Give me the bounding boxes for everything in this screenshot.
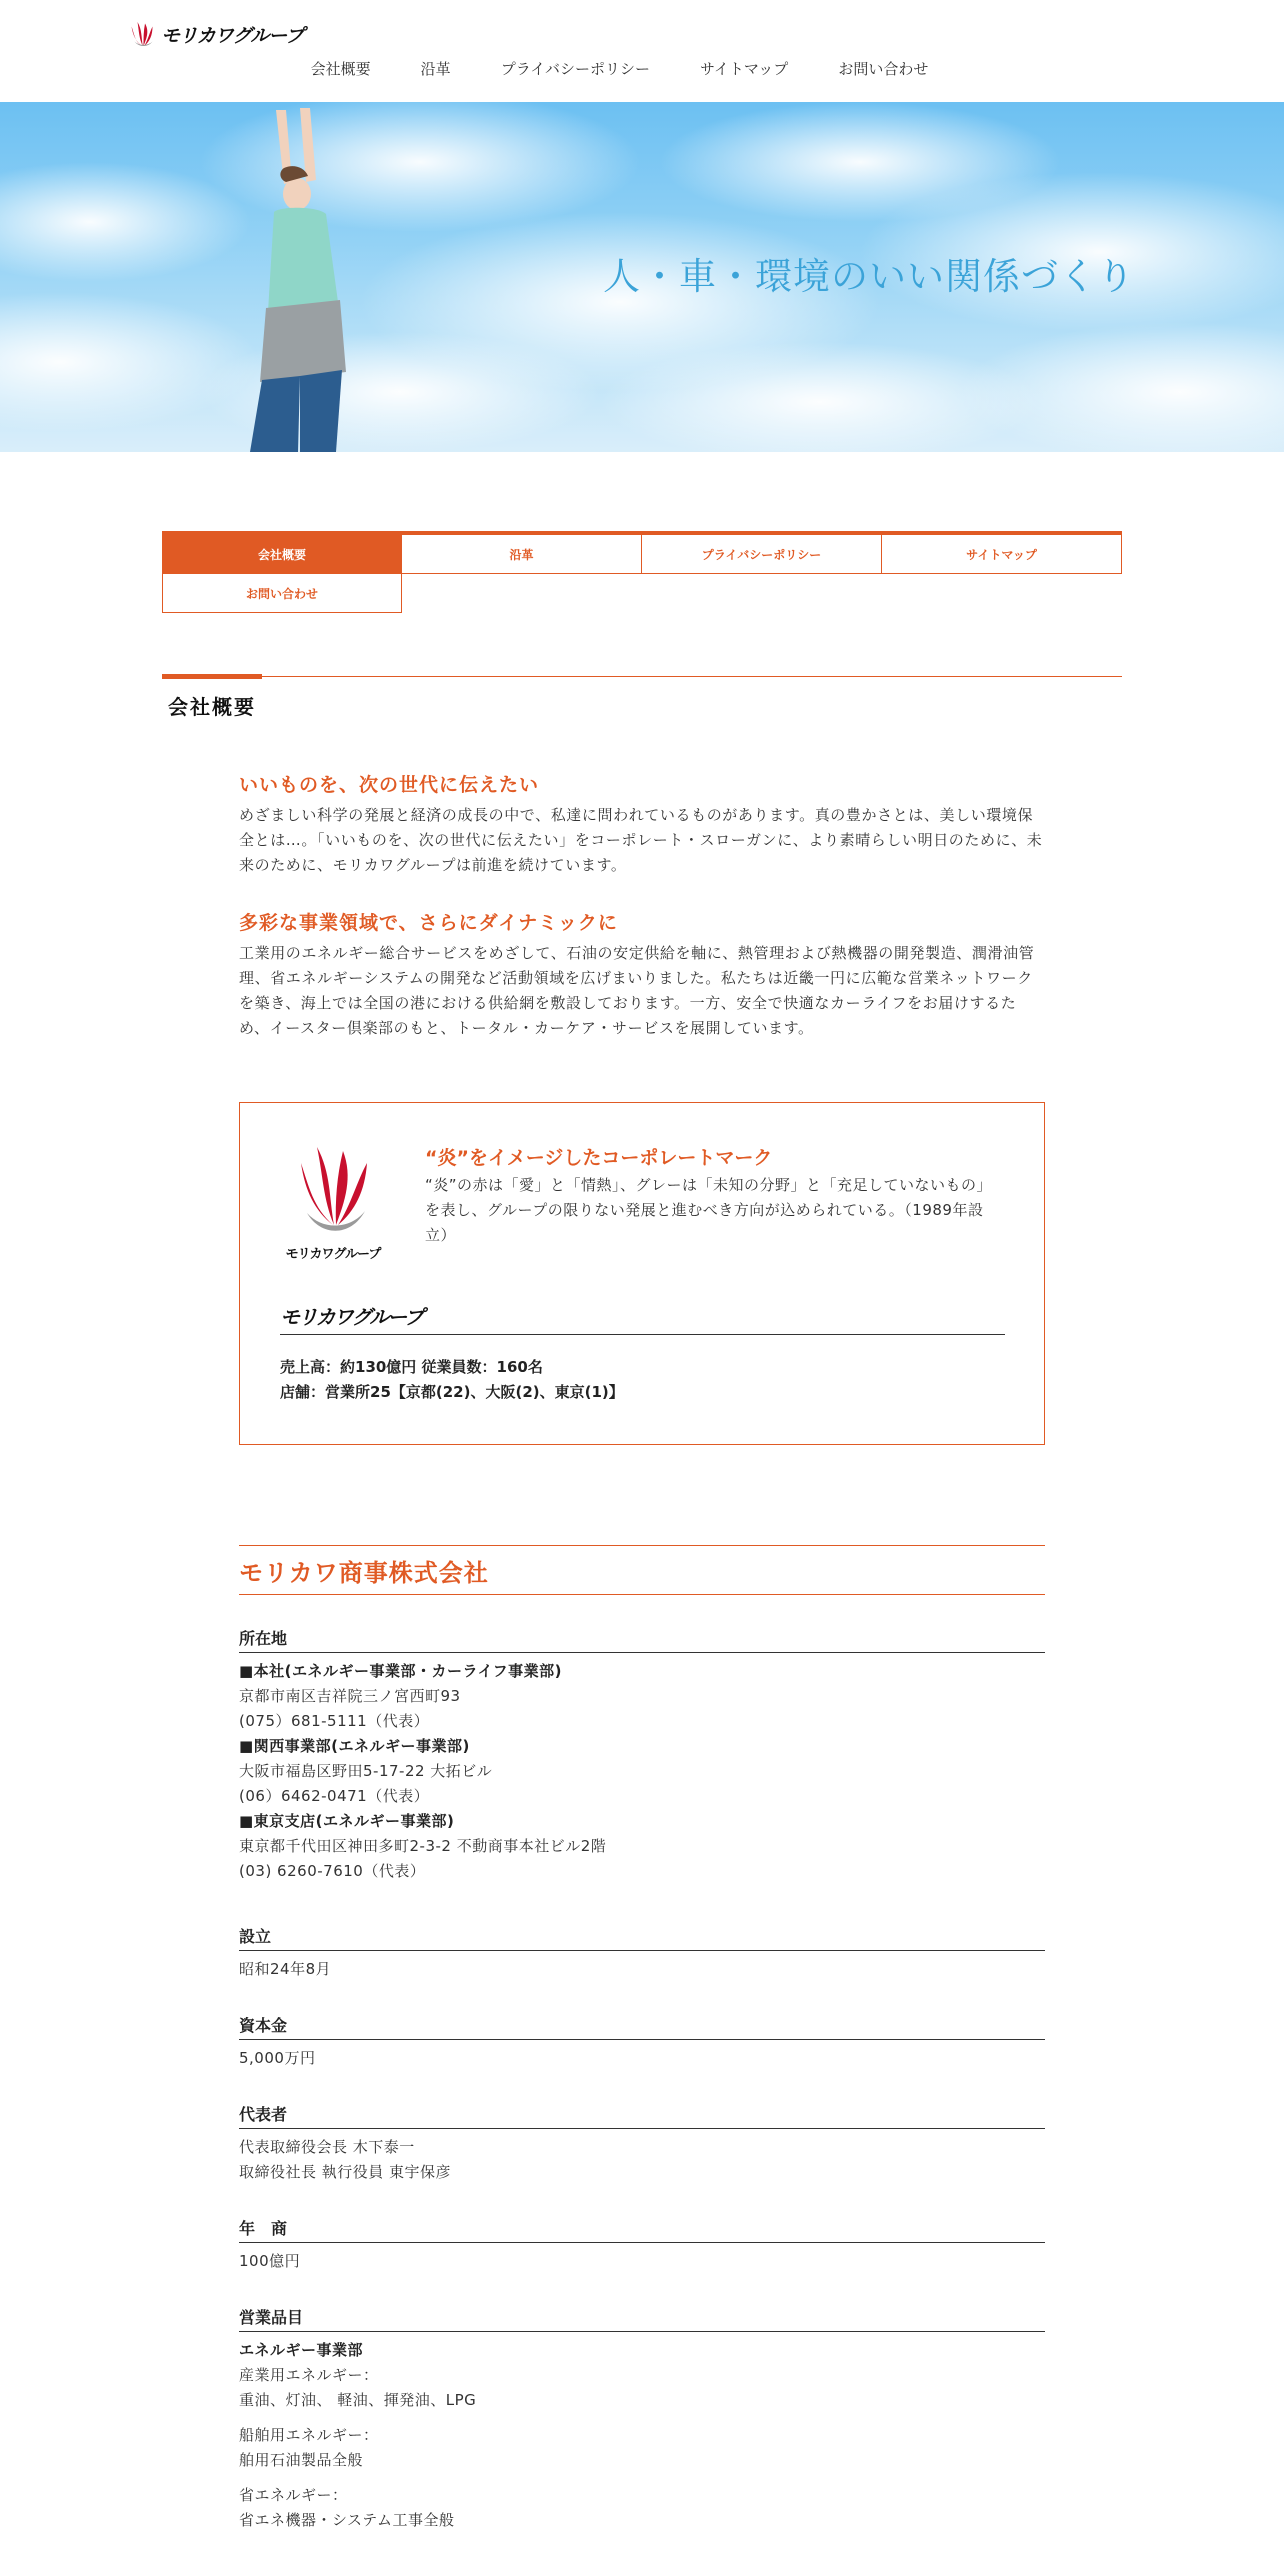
info-value-capital: 5,000万円 (239, 2049, 316, 2067)
global-nav (0, 58, 1284, 79)
info-value-founded: 昭和24年8月 (239, 1960, 332, 1978)
info-label-founded: 設立 (239, 1924, 1045, 1951)
lead-heading-1: いいものを、次の世代に伝えたい (239, 774, 540, 796)
section-title-rule (162, 674, 1122, 677)
office-name: ■関西事業部(エネルギー事業部) (239, 1737, 470, 1755)
info-label-products: 営業品目 (239, 2305, 1045, 2332)
tab-company[interactable]: 会社概要 (162, 535, 402, 574)
office-address: 東京都千代田区神田多町2-3-2 不動商事本社ビル2階 (239, 1837, 607, 1855)
lead-block-1 (239, 770, 1045, 878)
corporate-mark-heading: “炎”をイメージしたコーポレートマーク (425, 1147, 773, 1169)
lead-block-2 (239, 908, 1045, 1041)
section-header (162, 674, 1122, 720)
info-value-rep2: 取締役社長 執行役員 東宇保彦 (239, 2163, 452, 2181)
info-label-representative: 代表者 (239, 2102, 1045, 2129)
nav-contact[interactable]: お問い合わせ (838, 60, 929, 78)
office-name: ■東京支店(エネルギー事業部) (239, 1812, 455, 1830)
sub-nav (162, 531, 1122, 613)
divider (280, 1334, 1005, 1335)
corporate-mark-text: “炎”の赤は「愛」と「情熱」、グレーは「未知の分野」と「充足していないもの」を表し、グループの限りない発展と進むべき方向が込められている。（1989年設立） (425, 1176, 993, 1244)
product-items: 重油、灯油、 軽油、揮発油、LPG (239, 2391, 477, 2409)
info-founded (239, 1924, 1045, 1982)
lead-text-2: 工業用のエネルギー総合サービスをめざして、石油の安定供給を軸に、熱管理および熱機器の開発製造、潤滑油管理、省エネルギーシステムの開発など活動領域を広げまいりました。私たちは近畿一円に広範な営業ネットワークを築き、海上では全国の港における供給網を敷設しております。一方、安全で快適なカーライフをお届けするため、イースター倶楽部のもと、トータル・カーケア・サービスを展開しています。 (239, 944, 1035, 1037)
office-tel: (03) 6260-7610（代表） (239, 1862, 426, 1880)
info-label-location: 所在地 (239, 1626, 1045, 1653)
nav-privacy[interactable]: プライバシーポリシー (500, 60, 650, 78)
page-title: 会社概要 (168, 695, 256, 719)
hero-catchphrase: 人・車・環境のいい関係づくり (603, 255, 1135, 298)
product-title: 産業用エネルギー： (239, 2366, 379, 2384)
company-name: モリカワ商事株式会社 (239, 1545, 1045, 1595)
lead-text-1: めざましい科学の発展と経済の成長の中で、私達に問われているものがあります。真の豊かさとは、美しい環境保全とは…。「いいものを、次の世代に伝えたい」をコーポレート・スローガンに、より素晴らしい明日のために、未来のために、モリカワグループは前進を続けています。 (239, 806, 1043, 874)
office-name: ■本社(エネルギー事業部・カーライフ事業部) (239, 1662, 562, 1680)
product-title: 船舶用エネルギー： (239, 2426, 379, 2444)
product-items: 省エネ機器・システム工事全般 (239, 2511, 455, 2529)
info-sales (239, 2216, 1045, 2274)
lead-heading-2: 多彩な事業領域で、さらにダイナミックに (239, 912, 618, 934)
corporate-logo-caption: モリカワグループ (285, 1247, 381, 1262)
tab-history[interactable]: 沿革 (402, 535, 642, 574)
stats-sales-employees: 売上高：約130億円 従業員数：160名 (280, 1358, 543, 1376)
office-address: 大阪市福島区野田5-17-22 大拓ビル (239, 1762, 493, 1780)
flame-logo-icon (127, 19, 157, 49)
info-value-rep1: 代表取締役会長 木下泰一 (239, 2138, 415, 2156)
info-label-capital: 資本金 (239, 2013, 1045, 2040)
info-representative (239, 2102, 1045, 2185)
corporate-logo (278, 1141, 388, 1262)
products-dept: エネルギー事業部 (239, 2341, 364, 2359)
product-items: 舶用石油製品全般 (239, 2451, 364, 2469)
stats-stores: 店舗：営業所25【京都(22)、大阪(2)、東京(1)】 (280, 1383, 624, 1401)
office-address: 京都市南区吉祥院三ノ宮西町93 (239, 1687, 461, 1705)
flame-logo-icon (293, 1141, 373, 1237)
company-stats (280, 1355, 624, 1405)
info-products (239, 2305, 1045, 2533)
office-tel: (06）6462-0471（代表） (239, 1787, 430, 1805)
product-title: 省エネルギー： (239, 2486, 348, 2504)
wordmark-logo: モリカワグループ (280, 1305, 423, 1329)
tab-contact[interactable]: お問い合わせ (162, 574, 402, 613)
info-label-sales: 年 商 (239, 2216, 1045, 2243)
nav-sitemap[interactable]: サイトマップ (699, 60, 789, 78)
tab-privacy[interactable]: プライバシーポリシー (642, 535, 882, 574)
office-tel: (075）681-5111（代表） (239, 1712, 430, 1730)
info-location (239, 1626, 1045, 1884)
nav-history[interactable]: 沿革 (420, 60, 451, 78)
nav-company[interactable]: 会社概要 (310, 60, 371, 78)
site-header (0, 0, 1284, 102)
info-capital (239, 2013, 1045, 2071)
corporate-mark-box (239, 1102, 1045, 1445)
site-logo[interactable] (127, 18, 303, 50)
logo-text: モリカワグループ (161, 24, 304, 47)
hero-banner (0, 102, 1284, 452)
info-value-sales: 100億円 (239, 2252, 301, 2270)
tab-sitemap[interactable]: サイトマップ (882, 535, 1122, 574)
